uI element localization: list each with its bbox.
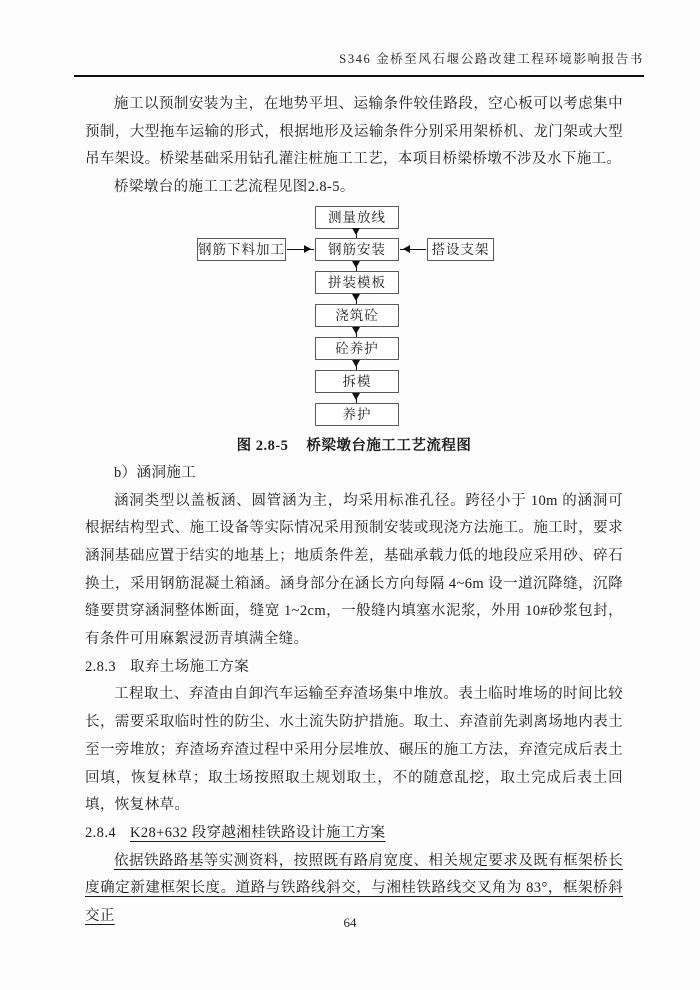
arrow-left-icon [400,249,426,250]
flow-node-strip-form: 拆模 [315,370,399,393]
paragraph-figure-reference: 桥梁墩台的施工工艺流程见图2.8-5。 [114,179,355,196]
section-number: 2.8.3 [85,658,116,675]
report-title: S346 金桥至风石堰公路改建工程环境影响报告书 [339,52,644,66]
arrow-down-icon [356,327,357,337]
arrow-down-icon [356,294,357,304]
paragraph-bridge-construction: 施工以预制安装为主，在地势平坦、运输条件较佳路段，空心板可以考虑集中预制，大型拖车运输的形式，根据地形及运输条件分别采用架桥机、龙门架或大型吊车架设。桥梁基础采用钻孔灌注桩施工工艺，本项目桥梁桥墩不涉及水下施工。 [85,96,623,168]
figure-caption [85,436,623,457]
section-number: 2.8.4 [85,824,116,841]
paragraph-culvert-construction: 涵洞类型以盖板涵、圆管涵为主，均采用标准孔径。跨径小于 10m 的涵洞可根据结构型式、施工设备等实际情况采用预制安装或现浇方法施工。施工时，要求涵洞基础应置于结实的地基上；地质条件差，基础承载力低的地段应采用砂、碎石换土，采用钢筋混凝土箱涵。涵身部分在涵长方向每隔 4~6m 设一道沉降缝，沉降缝要贯穿涵洞整体断面，缝宽 1~2cm，一般缝内填塞水泥浆，外用 10#砂浆包封，有条件可用麻絮浸沥青填满全缝。 [85,492,623,648]
flow-node-scaffold: 搭设支架 [427,238,494,261]
flow-node-curing: 养护 [315,403,399,426]
subheading-culvert: b）涵洞施工 [114,464,197,481]
pier-construction-flowchart [85,204,623,430]
section-heading-2-8-3 [85,654,623,682]
page-footer [0,915,700,931]
flow-node-survey: 测量放线 [315,206,399,229]
page-number: 64 [343,915,357,930]
paragraph-borrow-spoil-site: 工程取土、弃渣由自卸汽车运输至弃渣场集中堆放。表土临时堆场的时间比较长，需要采取临时性的防尘、水土流失防护措施。取土、弃渣前先剥离场地内表土至一旁堆放；弃渣场弃渣过程中采用分层堆放、碾压的施工方法，弃渣完成后表土回填，恢复林草；取土场按照取土规划取土，不的随意乱挖，取土完成后表土回填，恢复林草。 [85,686,623,814]
arrow-right-icon [287,249,314,250]
flow-node-rebar-install: 钢筋安装 [315,238,399,261]
figure-caption-label: 图 2.8-5 [236,437,289,454]
flow-node-formwork: 拼装模板 [315,271,399,294]
page-header [74,50,644,77]
arrow-down-icon [356,360,357,370]
arrow-down-icon [356,393,357,403]
arrow-down-icon [356,229,357,238]
flow-node-pour-concrete: 浇筑砼 [315,304,399,327]
flow-node-concrete-cure: 砼养护 [315,337,399,360]
page-body [85,91,623,931]
figure-caption-title: 桥梁墩台施工工艺流程图 [306,437,472,454]
flow-node-rebar-prep: 钢筋下料加工 [197,238,286,261]
section-title: K28+632 段穿越湘桂铁路设计施工方案 [130,824,386,841]
section-heading-2-8-4 [85,820,623,848]
underlined-text: 依据铁路路基等实测资料，按照既有路肩宽度、相关规定要求及既有框架桥长度确定新建框架长度。道路与铁路线斜交，与湘桂铁路线交叉角为 83°，框架桥斜交正 [85,852,623,925]
arrow-down-icon [356,261,357,271]
section-title: 取弃土场施工方案 [130,658,250,675]
